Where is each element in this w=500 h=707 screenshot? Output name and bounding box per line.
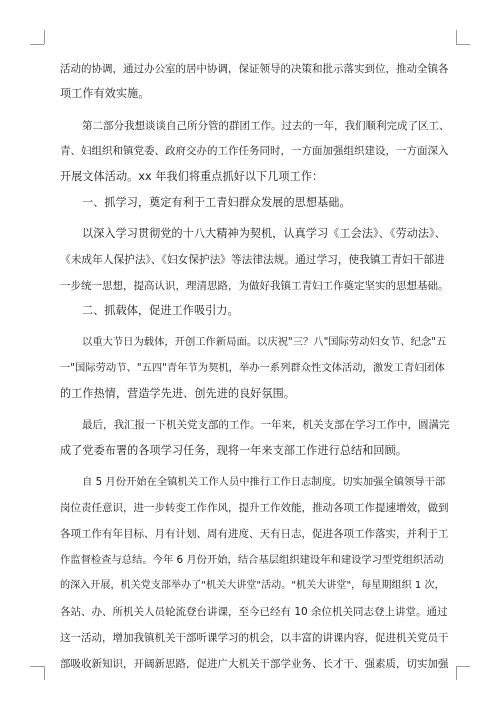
text-line: 作监督检查与总结。今年 6 月份开始，结合基层组织建设年和建设学习型党组织活动: [60, 554, 444, 566]
text-line: 二、抓载体，促进工作吸引力。: [82, 304, 239, 317]
text-line: 岗位责任意识，进一步转变工作作风，提升工作效能，推动各项工作提速增效，做到: [60, 502, 449, 514]
text-line: 的深入开展，机关党支部举办了"机关大讲堂"活动。"机关大讲堂"，每星期组织 1 次，: [60, 580, 445, 591]
text-line: 的工作热情，营造学先进、创先进的良好氛围。: [60, 387, 296, 400]
text-line: 各站、办、所机关人员轮流登台讲课，至今已经有 10 余位机关同志登上讲堂。通过: [60, 606, 448, 618]
text-line: 以重大节日为载体，开创工作新局面。以庆祝"三？八"国际劳动妇女节、纪念"五: [82, 336, 447, 348]
text-line: 《未成年人保护法》、《妇女保护法》等法律法规。通过学习，使我镇工青妇干部进: [60, 253, 445, 266]
crop-mark-top-left-h: [30, 44, 44, 45]
text-line: 一步统一思想，提高认识，理清思路，为做好我镇工青妇工作奠定坚实的思想基础。: [60, 280, 449, 292]
crop-mark-bottom-right-h: [456, 666, 470, 667]
text-line: 青、妇组织和镇党委、政府交办的工作任务同时，一方面加强组织建设，一方面深入: [60, 145, 449, 157]
text-line: 开展文体活动。xx 年我们将重点抓好以下几项工作：: [60, 170, 324, 183]
crop-mark-bottom-left-v: [44, 666, 45, 680]
crop-mark-bottom-left-h: [30, 666, 44, 667]
text-line: 一、抓学习，奠定有利于工青妇群众发展的思想基础。: [82, 196, 351, 209]
text-line: 以深入学习贯彻党的十八大精神为契机，认真学习《工会法》、《劳动法》、: [82, 227, 446, 240]
text-line: 第二部分我想谈谈自己所分管的群团工作。过去的一年，我们顺利完成了区工、: [82, 120, 450, 132]
text-line: 成了党委布署的各项学习任务，现将一年来支部工作进行总结和回顾。: [60, 444, 408, 457]
text-line: 项工作有效实施。: [60, 87, 150, 100]
text-line: 最后，我汇报一下机关党支部的工作。一年来，机关支部在学习工作中，圆满完: [82, 419, 450, 431]
crop-mark-top-right-h: [456, 44, 470, 45]
text-line: 部吸收新知识，开阔新思路，促进广大机关干部学业务、长才干、强素质，切实加强: [60, 658, 449, 670]
text-line: 各项工作有年目标、月有计划、周有进度、天有日志，促进各项工作落实，并利于工: [60, 528, 449, 540]
text-line: 一"国际劳动节、"五四"青年节为契机，举办一系列群众性文体活动，激发工青妇团体: [60, 362, 445, 374]
text-line: 这一活动，增加我镇机关干部听课学习的机会，以丰富的讲课内容，促进机关党员干: [60, 632, 449, 644]
crop-mark-bottom-right-v: [456, 666, 457, 680]
crop-mark-top-left-v: [44, 30, 45, 44]
text-line: 自 5 月份开始在全镇机关工作人员中推行工作日志制度。切实加强全镇领导干部: [82, 476, 446, 488]
crop-mark-top-right-v: [456, 30, 457, 44]
text-line: 活动的协调，通过办公室的居中协调，保证领导的决策和批示落实到位，推动全镇各: [60, 63, 449, 75]
